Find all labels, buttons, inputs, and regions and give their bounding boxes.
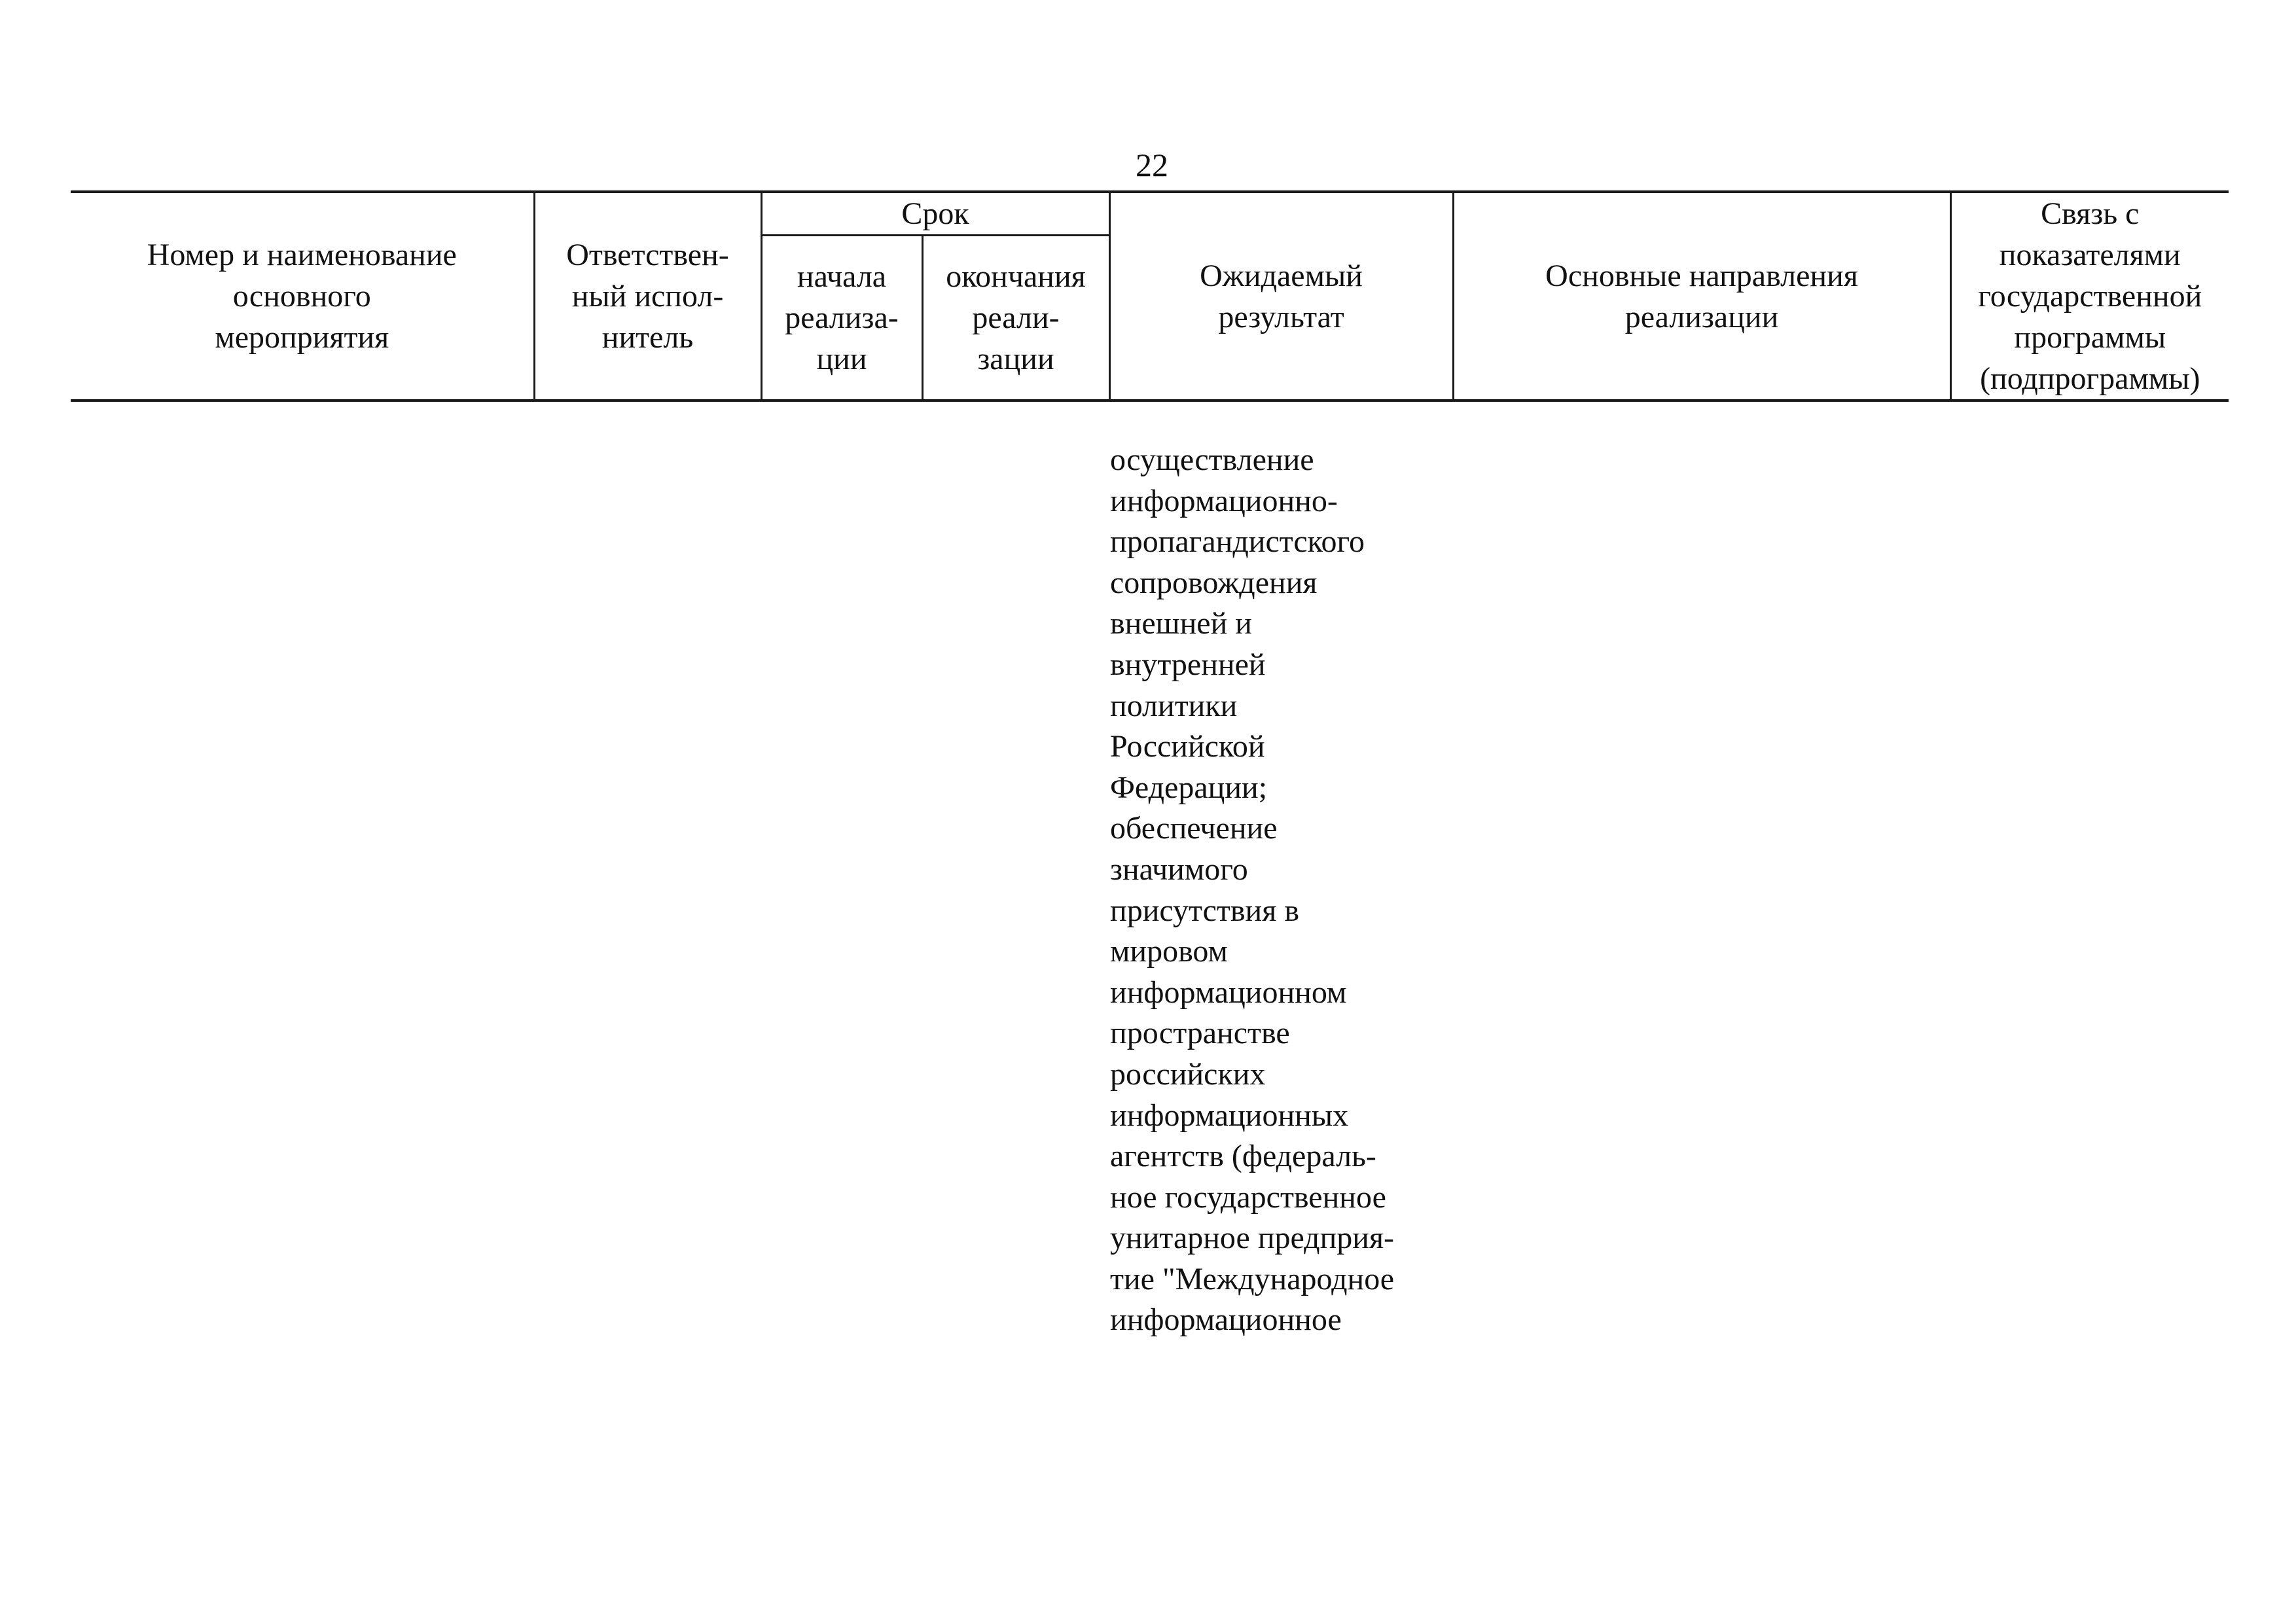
page-number: 22 — [1136, 147, 1168, 183]
expected-result-text: осуществление информационно- пропагандистского сопровождения внешней и внутренней политики Российской Федерации; обеспечение значимого присутствия в мировом информационном пространстве российских информационных агентств (федераль- ное государственное унитарное предприя- тие "Международное информационное — [1110, 442, 1395, 1338]
header-expected-result: Ожидаемый результат — [1109, 192, 1453, 401]
header-term-start: начала реализа- ции — [761, 236, 922, 401]
header-term: Срок — [761, 192, 1109, 236]
header-event-name: Номер и наименование основного мероприятия — [71, 192, 534, 401]
header-main-directions: Основные направления реализации — [1453, 192, 1950, 401]
header-term-end: окончания реали- зации — [922, 236, 1109, 401]
header-indicators-link: Связь с показателями государственной программы (подпрограммы) — [1950, 192, 2229, 401]
table-header — [71, 190, 2229, 402]
header-responsible: Ответствен- ный испол- нитель — [534, 192, 761, 401]
